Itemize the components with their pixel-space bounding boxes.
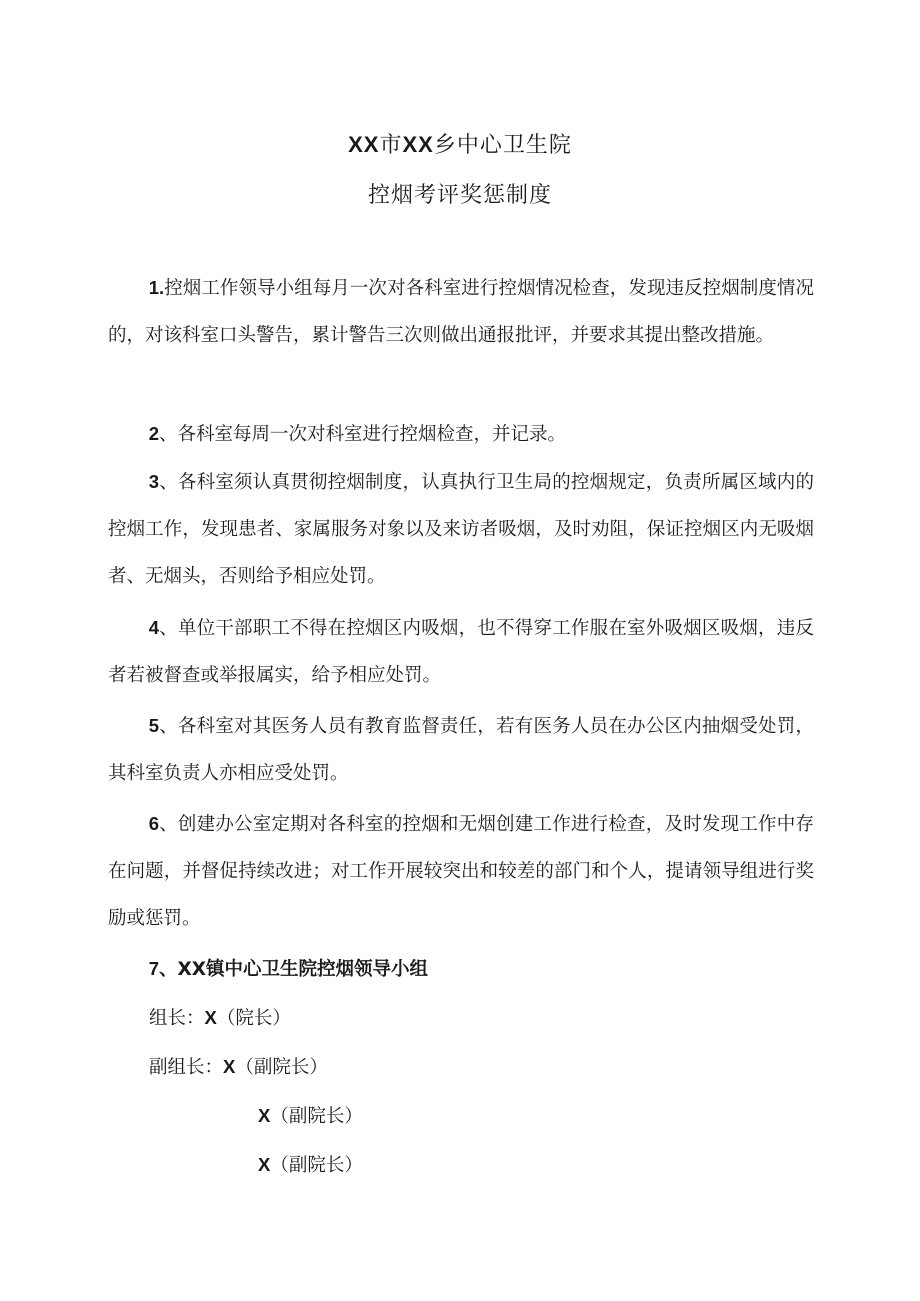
member-deputy-2 [258, 1092, 363, 1140]
rule-paragraph-7-heading [108, 945, 814, 993]
member-name: X [204, 1007, 217, 1028]
member-title: （副院长） [270, 1106, 363, 1127]
rule-number: 2 [148, 423, 159, 444]
rule-text: 、XX镇中心卫生院控烟领导小组 [158, 959, 429, 980]
rule-number: 5 [148, 715, 159, 736]
member-role: 副组长： [149, 1057, 224, 1078]
rule-number: 1. [148, 277, 165, 298]
rule-paragraph-6 [108, 800, 814, 942]
rule-number: 3 [148, 471, 159, 492]
rule-text: 、创建办公室定期对各科室的控烟和无烟创建工作进行检查，及时发现工作中存在问题，并督促持续改进；对工作开展较突出和较差的部门和个人，提请领导组进行奖励或惩罚。 [108, 814, 814, 929]
title-city-placeholder: XX [348, 132, 380, 157]
member-deputy-3 [258, 1141, 363, 1189]
rule-number: 7 [148, 958, 159, 979]
rule-paragraph-3 [108, 458, 814, 600]
rule-text: 控烟工作领导小组每月一次对各科室进行控烟情况检查，发现违反控烟制度情况的，对该科室口头警告，累计警告三次则做出通报批评，并要求其提出整改措施。 [108, 278, 814, 346]
member-deputy-1 [149, 1043, 328, 1091]
title-town-placeholder: XX [402, 132, 434, 157]
document-title: 控烟考评奖惩制度 [367, 183, 552, 208]
rule-text: 、各科室对其医务人员有教育监督责任，若有医务人员在办公区内抽烟受处罚，其科室负责人亦相应受处罚。 [108, 716, 814, 784]
member-name: X [258, 1154, 271, 1175]
document-title-institution [0, 128, 920, 159]
rule-text: 、各科室每周一次对科室进行控烟检查，并记录。 [158, 424, 566, 445]
rule-paragraph-2 [108, 410, 814, 458]
rule-number: 4 [148, 617, 159, 638]
member-title: （副院长） [270, 1155, 363, 1176]
rule-paragraph-5 [108, 702, 814, 797]
rule-paragraph-1 [108, 264, 814, 359]
rule-text: 、各科室须认真贯彻控烟制度，认真执行卫生局的控烟规定，负责所属区域内的控烟工作，发现患者、家属服务对象以及来访者吸烟，及时劝阻，保证控烟区内无吸烟者、无烟头，否则给予相应处罚。 [108, 472, 814, 587]
title-city-suffix: 市 [379, 133, 403, 158]
rule-paragraph-4 [108, 604, 814, 699]
member-role: 组长： [149, 1008, 205, 1029]
member-name: X [258, 1105, 271, 1126]
title-institution-name: 乡中心卫生院 [433, 133, 572, 158]
rule-text: 、单位干部职工不得在控烟区内吸烟，也不得穿工作服在室外吸烟区吸烟，违反者若被督查或举报属实，给予相应处罚。 [108, 618, 814, 686]
member-title: （副院长） [235, 1057, 328, 1078]
rule-number: 6 [148, 813, 159, 834]
member-title: （院长） [216, 1008, 291, 1029]
member-leader [149, 994, 291, 1042]
member-name: X [223, 1056, 236, 1077]
